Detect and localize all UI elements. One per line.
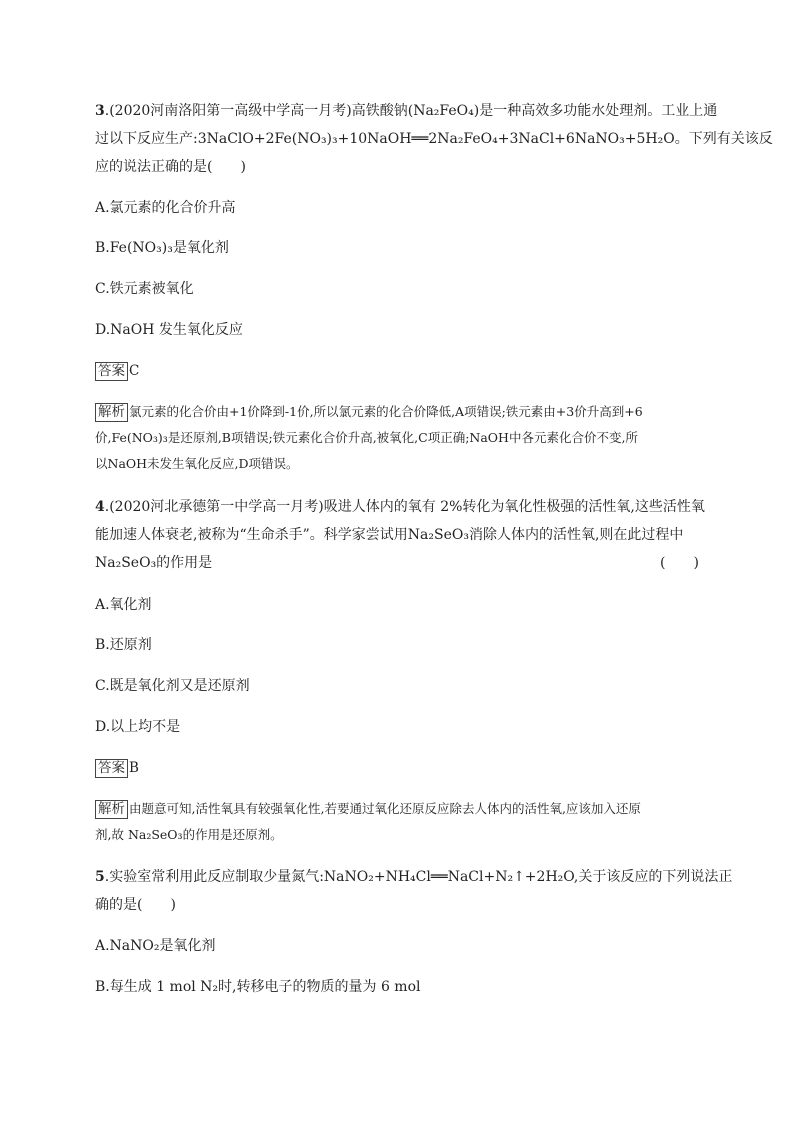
answer-tag: 答案 — [95, 362, 128, 381]
explanation-tag: 解析 — [95, 800, 128, 819]
q3-stem-line-2: 过以下反应生产:3NaClO+2Fe(NO₃)₃+10NaOH══2Na₂FeO₄+3NaCl+6NaNO₃+5H₂O。下列有关该反 — [95, 131, 773, 147]
q3-answer — [95, 361, 139, 381]
explanation-tag: 解析 — [95, 403, 128, 422]
q4-explanation-line-1 — [95, 797, 641, 821]
q4-option-b: B.还原剂 — [95, 637, 152, 653]
q3-answer-value: C — [129, 363, 140, 379]
q5-stem-line-1 — [95, 867, 732, 887]
q4-stem-line-3: Na₂SeO₃的作用是 — [95, 555, 213, 571]
q4-answer-blank: ( ) — [660, 555, 699, 571]
q5-option-b: B.每生成 1 mol N₂时,转移电子的物质的量为 6 mol — [95, 979, 421, 995]
q3-option-a: A.氯元素的化合价升高 — [95, 200, 236, 216]
q3-option-b: B.Fe(NO₃)₃是氧化剂 — [95, 240, 229, 256]
q3-explanation-line-1 — [95, 400, 643, 424]
q4-explanation-line-2: 剂,故 Na₂SeO₃的作用是还原剂。 — [95, 827, 283, 842]
q3-number: 3 — [95, 103, 105, 119]
q4-stem-text-1: .(2020河北承德第一中学高一月考)吸进人体内的氧有 2%转化为氧化性极强的活性氧,这些活性氧 — [104, 499, 705, 515]
q3-option-d: D.NaOH 发生氧化反应 — [95, 322, 243, 338]
q3-stem-line-1 — [95, 101, 717, 121]
q3-explanation-line-3: 以NaOH未发生氧化反应,D项错误。 — [95, 456, 299, 471]
q5-option-a: A.NaNO₂是氧化剂 — [95, 938, 216, 954]
q5-stem-line-2: 确的是( ) — [95, 897, 176, 913]
answer-tag: 答案 — [95, 759, 128, 778]
q4-answer-value: B — [129, 760, 139, 776]
q3-stem-line-3: 应的说法正确的是( ) — [95, 159, 246, 175]
q4-stem-line-1 — [95, 497, 705, 517]
q4-answer — [95, 758, 139, 778]
q3-stem-text-1: .(2020河南洛阳第一高级中学高一月考)高铁酸钠(Na₂FeO₄)是一种高效多功能水处理剂。工业上通 — [104, 103, 718, 119]
q5-stem-text-1: .实验室常利用此反应制取少量氮气:NaNO₂+NH₄Cl══NaCl+N₂↑+2H₂O,关于该反应的下列说法正 — [104, 869, 733, 885]
q4-option-a: A.氧化剂 — [95, 597, 152, 613]
q4-explanation-text-1: 由题意可知,活性氧具有较强氧化性,若要通过氧化还原反应除去人体内的活性氧,应该加入还原 — [129, 801, 641, 816]
q5-number: 5 — [95, 869, 105, 885]
q4-number: 4 — [95, 499, 105, 515]
q4-option-d: D.以上均不是 — [95, 719, 181, 735]
q3-option-c: C.铁元素被氧化 — [95, 281, 194, 297]
q3-explanation-line-2: 价,Fe(NO₃)₃是还原剂,B项错误;铁元素化合价升高,被氧化,C项正确;NaOH中各元素化合价不变,所 — [95, 430, 638, 445]
q4-option-c: C.既是氧化剂又是还原剂 — [95, 678, 250, 694]
q3-explanation-text-1: 氯元素的化合价由+1价降到-1价,所以氯元素的化合价降低,A项错误;铁元素由+3价升高到+6 — [129, 404, 643, 419]
q4-stem-line-2: 能加速人体衰老,被称为“生命杀手”。科学家尝试用Na₂SeO₃消除人体内的活性氧,则在此过程中 — [95, 527, 684, 543]
